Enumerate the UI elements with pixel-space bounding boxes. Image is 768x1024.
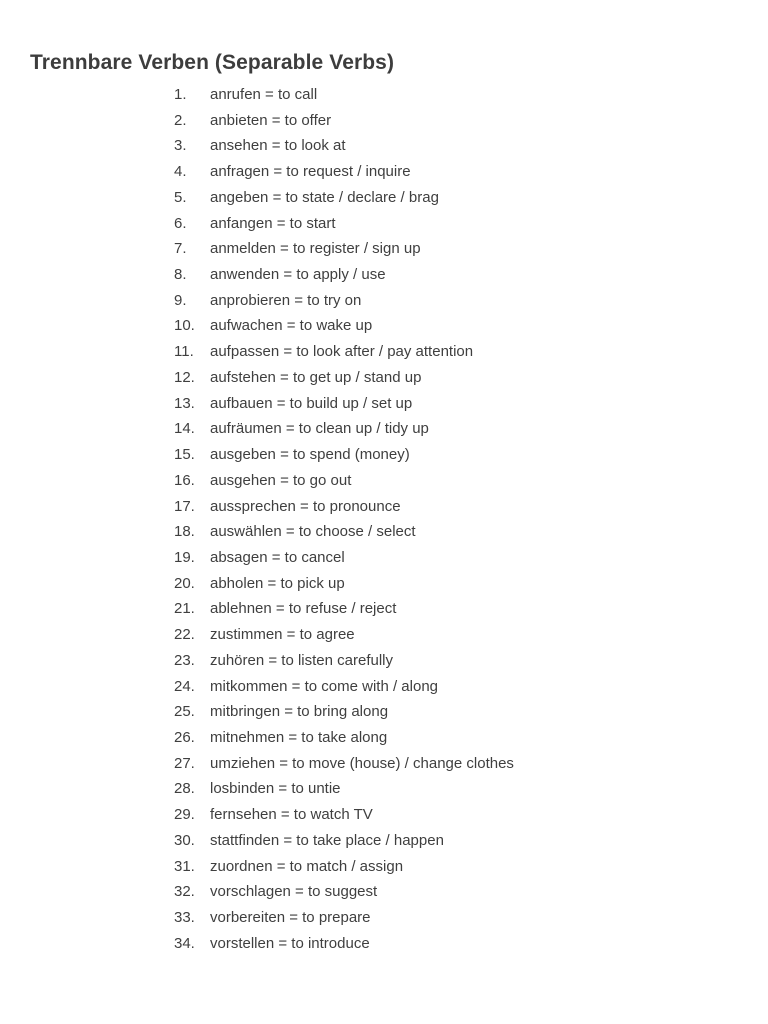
list-item: [0, 622, 768, 648]
item-text: absagen = to cancel: [210, 548, 345, 566]
list-item: [0, 391, 768, 417]
item-text: aufräumen = to clean up / tidy up: [210, 420, 429, 438]
item-number: 5.: [174, 188, 187, 206]
item-text: anrufen = to call: [210, 86, 318, 103]
list-item: [0, 596, 768, 622]
item-text: anmelden = to register / sign up: [210, 240, 421, 258]
item-text: anfangen = to start: [210, 214, 336, 232]
item-number: 29.: [174, 806, 195, 824]
item-text: anfragen = to request / inquire: [210, 163, 411, 181]
list-item: [0, 699, 768, 725]
item-number: 34.: [174, 934, 195, 952]
verb-list: [0, 82, 768, 956]
item-text: mitbringen = to bring along: [210, 703, 389, 721]
item-text: mitkommen = to come with / along: [210, 677, 439, 695]
list-item: [0, 159, 768, 185]
list-item: [0, 185, 768, 211]
item-text: anbieten = to offer: [210, 111, 332, 129]
item-number: 21.: [174, 600, 195, 618]
list-item: [0, 416, 768, 442]
item-text: vorstellen = to introduce: [210, 934, 370, 952]
list-item: [0, 519, 768, 545]
item-text: fernsehen = to watch TV: [210, 806, 373, 824]
item-number: 18.: [174, 523, 195, 541]
list-item: [0, 365, 768, 391]
list-item: [0, 802, 768, 828]
item-text: zuhören = to listen carefully: [210, 651, 394, 669]
list-item: [0, 211, 768, 237]
list-item: [0, 494, 768, 520]
list-item: [0, 236, 768, 262]
list-item: [0, 571, 768, 597]
list-item: [0, 545, 768, 571]
item-number: 7.: [174, 240, 187, 258]
item-number: 6.: [174, 214, 187, 232]
item-text: losbinden = to untie: [210, 780, 341, 798]
list-item: [0, 468, 768, 494]
item-number: 1.: [174, 86, 187, 103]
item-text: ausgehen = to go out: [210, 471, 352, 489]
list-item: [0, 879, 768, 905]
item-number: 19.: [174, 548, 195, 566]
item-number: 3.: [174, 137, 187, 155]
list-item: [0, 108, 768, 134]
list-item: [0, 262, 768, 288]
item-text: ablehnen = to refuse / reject: [210, 600, 397, 618]
item-text: anprobieren = to try on: [210, 291, 362, 309]
list-item: [0, 442, 768, 468]
list-item: [0, 751, 768, 777]
list-item: [0, 905, 768, 931]
item-number: 8.: [174, 266, 187, 284]
item-number: 28.: [174, 780, 195, 798]
item-text: umziehen = to move (house) / change clothes: [210, 754, 514, 772]
list-item: [0, 288, 768, 314]
list-item: [0, 776, 768, 802]
list-item: [0, 82, 768, 108]
item-number: 2.: [174, 111, 187, 129]
list-item: [0, 133, 768, 159]
item-number: 17.: [174, 497, 195, 515]
item-number: 13.: [174, 394, 195, 412]
item-text: aufstehen = to get up / stand up: [210, 368, 422, 386]
item-text: vorschlagen = to suggest: [210, 883, 378, 901]
item-number: 11.: [174, 343, 194, 361]
item-number: 14.: [174, 420, 195, 438]
item-number: 20.: [174, 574, 195, 592]
item-number: 32.: [174, 883, 195, 901]
list-item: [0, 674, 768, 700]
item-text: vorbereiten = to prepare: [210, 909, 371, 926]
list-item: [0, 828, 768, 854]
item-number: 31.: [174, 857, 195, 875]
item-text: abholen = to pick up: [210, 574, 345, 592]
item-number: 33.: [174, 909, 195, 926]
list-item: [0, 725, 768, 751]
item-text: aufbauen = to build up / set up: [210, 394, 413, 412]
list-item: [0, 931, 768, 957]
item-number: 15.: [174, 446, 195, 464]
item-text: stattfinden = to take place / happen: [210, 831, 444, 849]
item-number: 26.: [174, 728, 195, 746]
list-item: [0, 339, 768, 365]
item-text: ausgeben = to spend (money): [210, 446, 410, 464]
item-text: zustimmen = to agree: [210, 626, 355, 644]
page-title: Trennbare Verben (Separable Verbs): [30, 51, 395, 74]
item-number: 27.: [174, 754, 195, 772]
item-number: 12.: [174, 368, 195, 386]
item-text: ansehen = to look at: [210, 137, 346, 155]
item-number: 4.: [174, 163, 187, 181]
item-text: mitnehmen = to take along: [210, 728, 388, 746]
item-text: aufpassen = to look after / pay attention: [210, 343, 474, 361]
item-number: 22.: [174, 626, 195, 644]
item-text: auswählen = to choose / select: [210, 523, 416, 541]
item-number: 9.: [174, 291, 187, 309]
list-item: [0, 648, 768, 674]
item-number: 25.: [174, 703, 195, 721]
item-text: anwenden = to apply / use: [210, 266, 386, 284]
item-number: 24.: [174, 677, 195, 695]
item-text: aufwachen = to wake up: [210, 317, 373, 335]
item-text: aussprechen = to pronounce: [210, 497, 401, 515]
item-number: 10.: [174, 317, 195, 335]
item-text: zuordnen = to match / assign: [210, 857, 404, 875]
list-item: [0, 313, 768, 339]
list-item: [0, 854, 768, 880]
item-text: angeben = to state / declare / brag: [210, 188, 439, 206]
item-number: 23.: [174, 651, 195, 669]
item-number: 30.: [174, 831, 195, 849]
item-number: 16.: [174, 471, 195, 489]
